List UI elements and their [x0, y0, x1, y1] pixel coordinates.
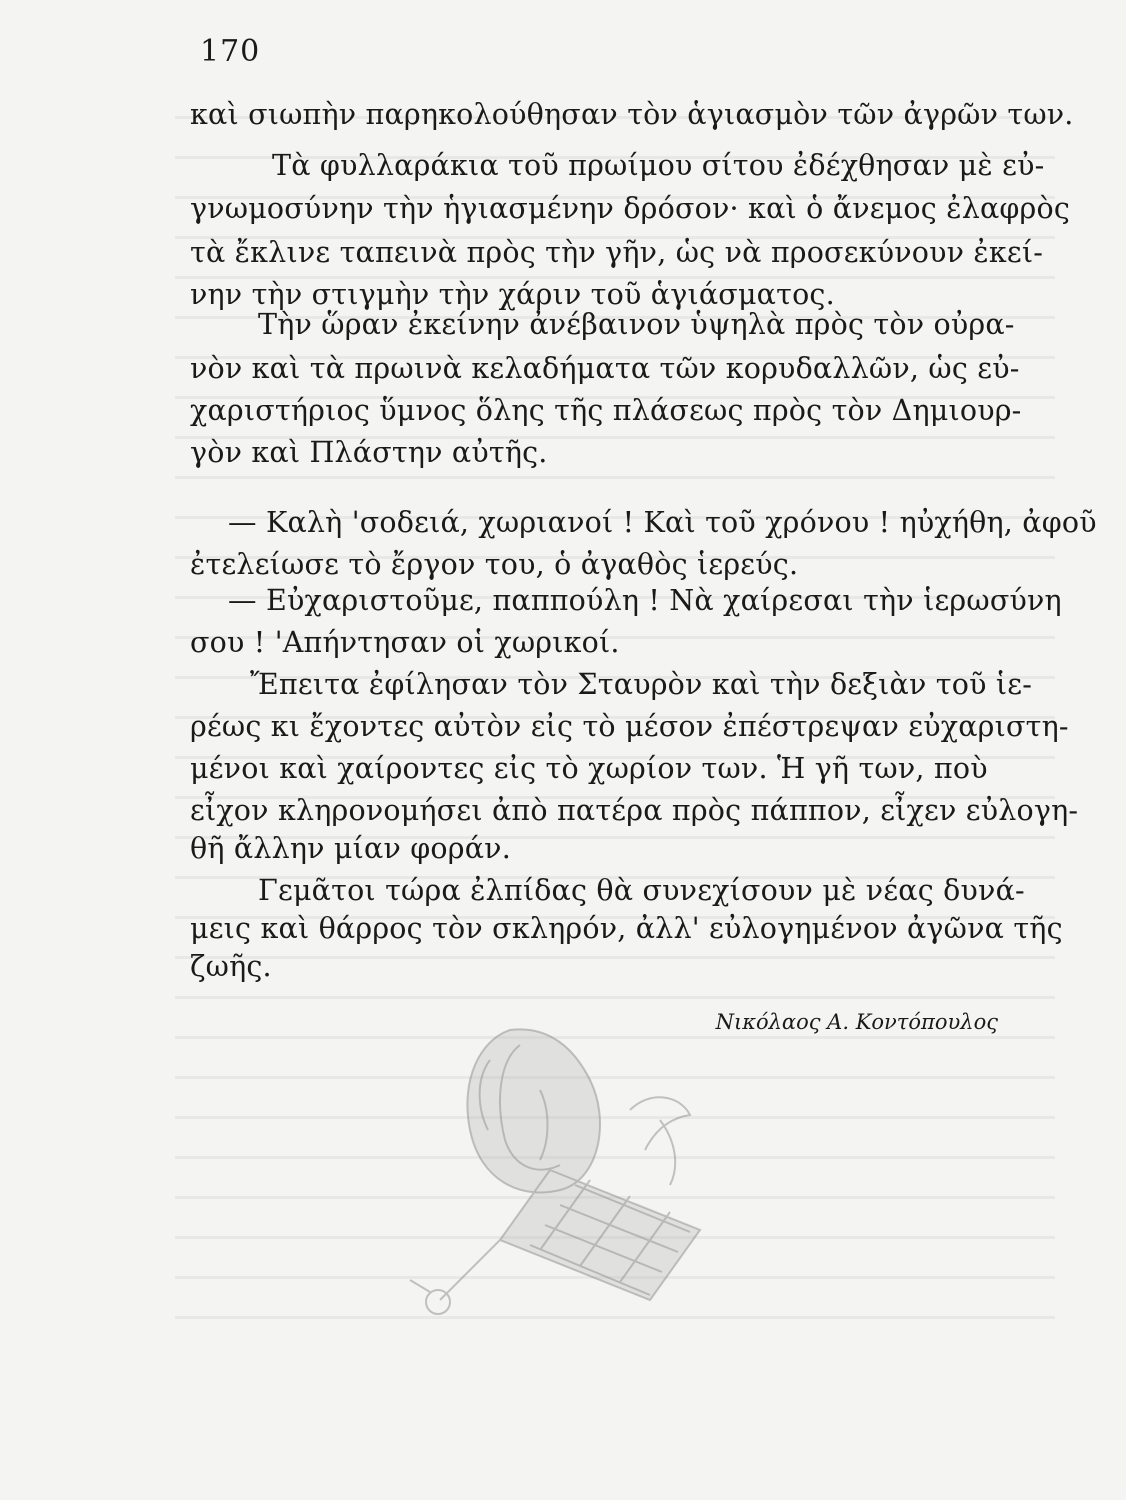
text-line: χαριστήριος ὕμνος ὅλης τῆς πλάσεως πρὸς τὸν Δημιουρ-	[190, 394, 1022, 427]
text-line: — Εὐχαριστοῦμε, παππούλη ! Νὰ χαίρεσαι τὴν ἱερωσύνη	[228, 584, 1062, 617]
text-line: γνωμοσύνην τὴν ἡγιασμένην δρόσον· καὶ ὁ ἄνεμος ἐλαφρὸς	[190, 192, 1071, 225]
text-line: τὰ ἔκλινε ταπεινὰ πρὸς τὴν γῆν, ὡς νὰ προσεκύνουν ἐκεί-	[190, 236, 1044, 269]
text-line: ζωῆς.	[190, 950, 272, 983]
text-line: ἐτελείωσε τὸ ἔργον του, ὁ ἀγαθὸς ἱερεύς.	[190, 548, 799, 581]
text-line: μεις καὶ θάρρος τὸν σκληρόν, ἀλλ' εὐλογημένον ἀγῶνα τῆς	[190, 912, 1063, 945]
text-line: μένοι καὶ χαίροντες εἰς τὸ χωρίον των. Ἡ γῆ των, ποὺ	[190, 752, 988, 785]
text-line: σου ! 'Απήντησαν οἱ χωρικοί.	[190, 626, 620, 659]
grape-press-illustration-icon	[400, 1000, 760, 1340]
text-line: εἶχον κληρονομήσει ἀπὸ πατέρα πρὸς πάππον, εἶχεν εὐλογη-	[190, 794, 1079, 827]
text-line: Τὰ φυλλαράκια τοῦ πρωίμου σίτου ἐδέχθησαν μὲ εὐ-	[272, 149, 1045, 182]
text-line: Τὴν ὥραν ἐκείνην ἀνέβαινον ὑψηλὰ πρὸς τὸν οὐρα-	[258, 308, 1015, 341]
text-line: — Καλὴ 'σοδειά, χωριανοί ! Καὶ τοῦ χρόνου ! ηὐχήθη, ἀφοῦ	[228, 506, 1097, 539]
text-line: γὸν καὶ Πλάστην αὐτῆς.	[190, 436, 548, 469]
author-signature: Νικόλαος Α. Κοντόπουλος	[715, 1010, 998, 1034]
text-line: ρέως κι ἔχοντες αὐτὸν εἰς τὸ μέσον ἐπέστρεψαν εὐχαριστη-	[190, 710, 1069, 743]
text-line: Γεμᾶτοι τώρα ἐλπίδας θὰ συνεχίσουν μὲ νέας δυνά-	[258, 874, 1025, 907]
page-number: 170	[200, 34, 261, 69]
text-line: νην τὴν στιγμὴν τὴν χάριν τοῦ ἁγιάσματος.	[190, 278, 835, 311]
text-line: Ἔπειτα ἐφίλησαν τὸν Σταυρὸν καὶ τὴν δεξιὰν τοῦ ἱε-	[250, 668, 1033, 701]
text-line: νὸν καὶ τὰ πρωινὰ κελαδήματα τῶν κορυδαλλῶν, ὡς εὐ-	[190, 352, 1020, 385]
text-line: καὶ σιωπὴν παρηκολούθησαν τὸν ἁγιασμὸν τῶν ἀγρῶν των.	[190, 98, 1074, 131]
text-line: θῆ ἄλλην μίαν φοράν.	[190, 832, 511, 865]
